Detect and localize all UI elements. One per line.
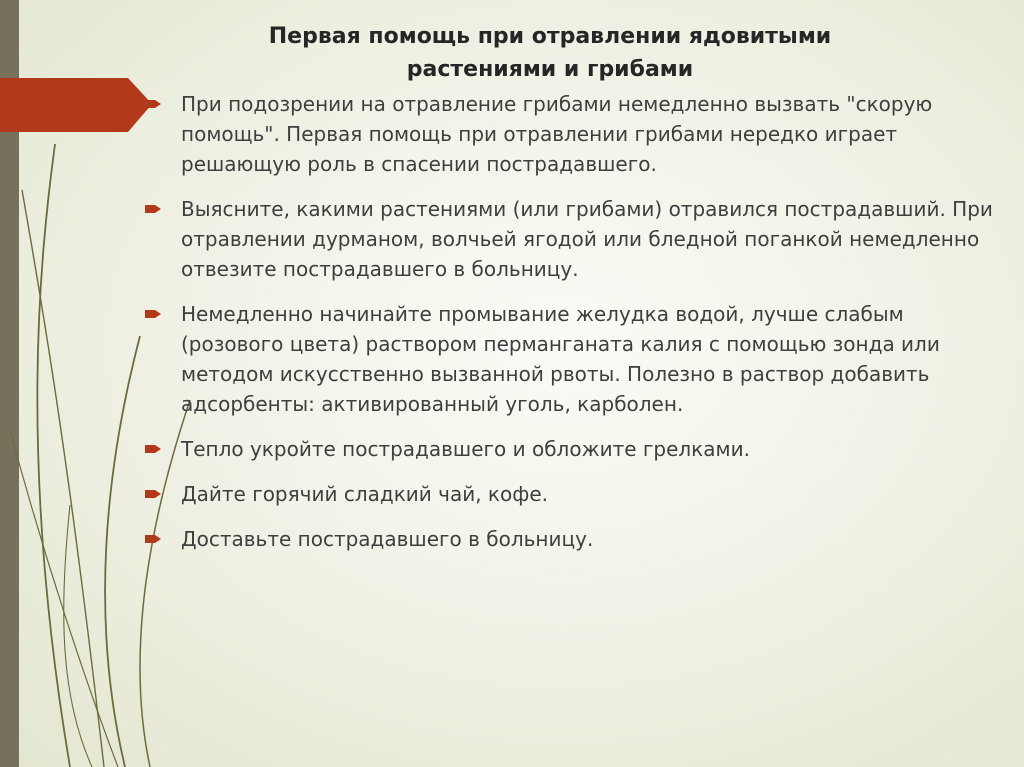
arrow-bullet-icon <box>145 533 161 545</box>
list-item-text: Доставьте пострадавшего в больницу. <box>181 527 594 551</box>
slide-title-line-1: Первая помощь при отравлении ядовитыми <box>268 24 832 49</box>
slide-title <box>170 20 930 86</box>
left-sidebar-bar <box>0 0 19 767</box>
list-item <box>145 524 995 554</box>
grass-line-1 <box>37 144 70 767</box>
list-item-text: При подозрении на отравление грибами немедленно вызвать "скорую помощь". Первая помощь при отравлении грибами нередко играет решающую роль в спасении пострадавшего. <box>181 92 933 176</box>
bullet-list <box>145 89 995 569</box>
list-item-text: Тепло укройте пострадавшего и обложите грелками. <box>181 437 750 461</box>
list-item-text: Дайте горячий сладкий чай, кофе. <box>181 482 548 506</box>
grass-line-6 <box>64 505 92 767</box>
list-item <box>145 194 995 284</box>
list-item-text: Выясните, какими растениями (или грибами) отравился пострадавший. При отравлении дурманом, волчьей ягодой или бледной поганкой немедленно отвезите пострадавшего в больницу. <box>181 197 993 281</box>
grass-line-3 <box>105 336 140 767</box>
list-item <box>145 434 995 464</box>
arrow-bullet-icon <box>145 98 161 110</box>
list-item <box>145 299 995 419</box>
list-item <box>145 479 995 509</box>
grass-line-5 <box>10 430 118 767</box>
slide-title-line-2: растениями и грибами <box>406 57 694 82</box>
grass-line-2 <box>22 190 104 767</box>
arrow-bullet-icon <box>145 308 161 320</box>
list-item-text: Немедленно начинайте промывание желудка водой, лучше слабым (розового цвета) раствором перманганата калия с помощью зонда или методом искусственно вызванной рвоты. Полезно в раствор добавить адсорбенты: активированный уголь, карболен. <box>181 302 940 416</box>
arrow-bullet-icon <box>145 443 161 455</box>
title-accent-arrow <box>0 78 152 132</box>
arrow-bullet-icon <box>145 488 161 500</box>
list-item <box>145 89 995 179</box>
arrow-bullet-icon <box>145 203 161 215</box>
